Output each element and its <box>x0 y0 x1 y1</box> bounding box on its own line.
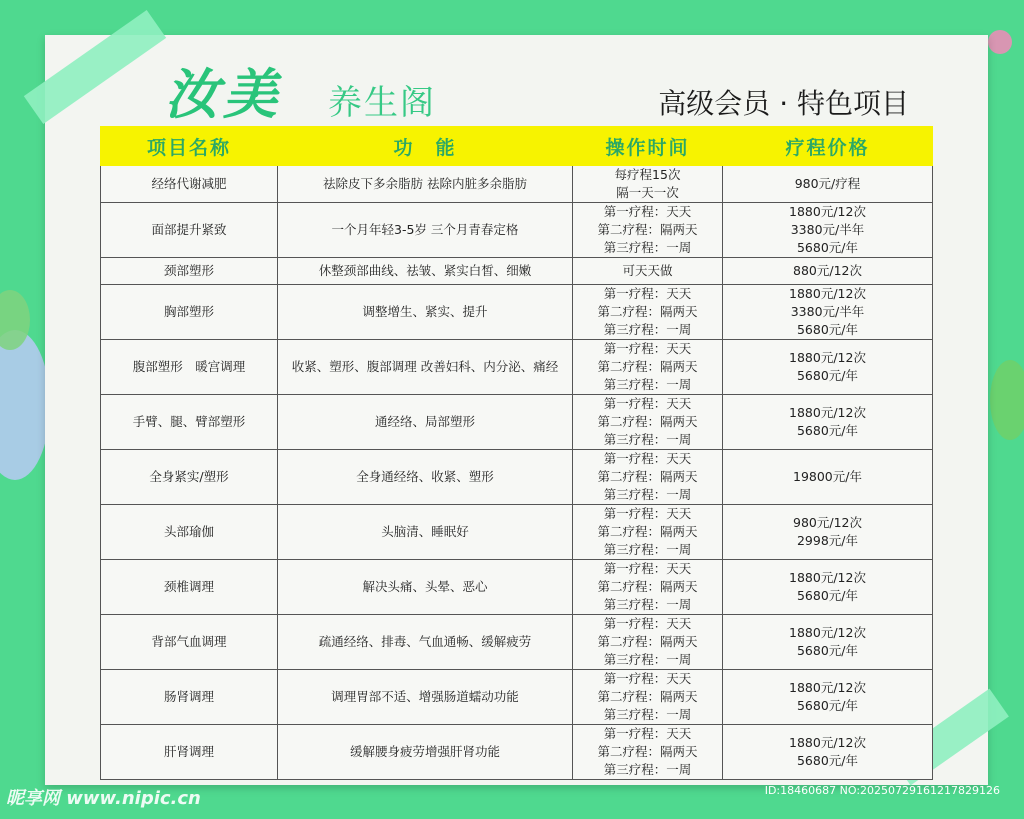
image-id: ID:18460687 NO:20250729161217829126 <box>764 784 1000 797</box>
table-header-row <box>101 127 933 166</box>
item-function: 解决头痛、头晕、恶心 <box>278 560 573 615</box>
item-name: 面部提升紧致 <box>101 203 278 258</box>
table-row <box>101 505 933 560</box>
brand-logo: 汝美 <box>165 62 281 126</box>
item-function: 疏通经络、排毒、气血通畅、缓解疲劳 <box>278 615 573 670</box>
item-price: 980元/疗程 <box>723 166 933 203</box>
header-item-name: 项目名称 <box>101 127 278 166</box>
item-function: 调理胃部不适、增强肠道蠕动功能 <box>278 670 573 725</box>
item-time: 第一疗程：天天 第二疗程：隔两天 第三疗程：一周 <box>573 285 723 340</box>
item-time: 第一疗程：天天 第二疗程：隔两天 第三疗程：一周 <box>573 505 723 560</box>
item-price: 980元/12次 2998元/年 <box>723 505 933 560</box>
table-row <box>101 203 933 258</box>
item-name: 颈部塑形 <box>101 258 278 285</box>
item-function: 一个月年轻3-5岁 三个月青春定格 <box>278 203 573 258</box>
table-row <box>101 670 933 725</box>
table-row <box>101 340 933 395</box>
item-function: 收紧、塑形、腹部调理 改善妇科、内分泌、痛经 <box>278 340 573 395</box>
item-function: 休整颈部曲线、祛皱、紧实白皙、细嫩 <box>278 258 573 285</box>
page-title: 高级会员 · 特色项目 <box>658 87 909 120</box>
table-row <box>101 450 933 505</box>
item-price: 1880元/12次 5680元/年 <box>723 560 933 615</box>
item-time: 第一疗程：天天 第二疗程：隔两天 第三疗程：一周 <box>573 670 723 725</box>
item-time: 每疗程15次 隔一天一次 <box>573 166 723 203</box>
item-price: 1880元/12次 5680元/年 <box>723 615 933 670</box>
item-function: 通经络、局部塑形 <box>278 395 573 450</box>
leaf-decoration-right <box>990 360 1024 440</box>
table-row <box>101 258 933 285</box>
item-function: 头脑清、睡眠好 <box>278 505 573 560</box>
item-name: 腹部塑形 暖宫调理 <box>101 340 278 395</box>
price-table <box>100 126 933 780</box>
item-time: 第一疗程：天天 第二疗程：隔两天 第三疗程：一周 <box>573 340 723 395</box>
item-function: 全身通经络、收紧、塑形 <box>278 450 573 505</box>
item-time: 第一疗程：天天 第二疗程：隔两天 第三疗程：一周 <box>573 450 723 505</box>
item-name: 肠肾调理 <box>101 670 278 725</box>
item-name: 颈椎调理 <box>101 560 278 615</box>
item-name: 背部气血调理 <box>101 615 278 670</box>
table-row <box>101 725 933 780</box>
item-price: 1880元/12次 5680元/年 <box>723 725 933 780</box>
item-time: 可天天做 <box>573 258 723 285</box>
item-name: 全身紧实/塑形 <box>101 450 278 505</box>
item-price: 880元/12次 <box>723 258 933 285</box>
item-time: 第一疗程：天天 第二疗程：隔两天 第三疗程：一周 <box>573 560 723 615</box>
item-time: 第一疗程：天天 第二疗程：隔两天 第三疗程：一周 <box>573 725 723 780</box>
item-time: 第一疗程：天天 第二疗程：隔两天 第三疗程：一周 <box>573 203 723 258</box>
item-name: 头部瑜伽 <box>101 505 278 560</box>
item-name: 手臂、腿、臂部塑形 <box>101 395 278 450</box>
item-function: 缓解腰身疲劳增强肝肾功能 <box>278 725 573 780</box>
table-row <box>101 395 933 450</box>
item-price: 1880元/12次 5680元/年 <box>723 395 933 450</box>
site-watermark: 昵享网 www.nipic.cn <box>6 788 201 809</box>
table-row <box>101 166 933 203</box>
item-time: 第一疗程：天天 第二疗程：隔两天 第三疗程：一周 <box>573 395 723 450</box>
item-function: 调整增生、紧实、提升 <box>278 285 573 340</box>
item-name: 经络代谢减肥 <box>101 166 278 203</box>
item-price: 1880元/12次 3380元/半年 5680元/年 <box>723 203 933 258</box>
table-row <box>101 560 933 615</box>
header-price: 疗程价格 <box>723 127 933 166</box>
flower-decoration-left <box>0 330 50 480</box>
header-time: 操作时间 <box>573 127 723 166</box>
item-price: 1880元/12次 5680元/年 <box>723 340 933 395</box>
item-name: 肝肾调理 <box>101 725 278 780</box>
item-time: 第一疗程：天天 第二疗程：隔两天 第三疗程：一周 <box>573 615 723 670</box>
header-function: 功 能 <box>278 127 573 166</box>
flower-decoration-top-right <box>988 30 1012 54</box>
item-price: 1880元/12次 3380元/半年 5680元/年 <box>723 285 933 340</box>
item-name: 胸部塑形 <box>101 285 278 340</box>
table-row <box>101 285 933 340</box>
item-function: 祛除皮下多余脂肪 祛除内脏多余脂肪 <box>278 166 573 203</box>
item-price: 19800元/年 <box>723 450 933 505</box>
item-price: 1880元/12次 5680元/年 <box>723 670 933 725</box>
table-row <box>101 615 933 670</box>
brand-subtitle: 养生阁 <box>328 83 436 123</box>
